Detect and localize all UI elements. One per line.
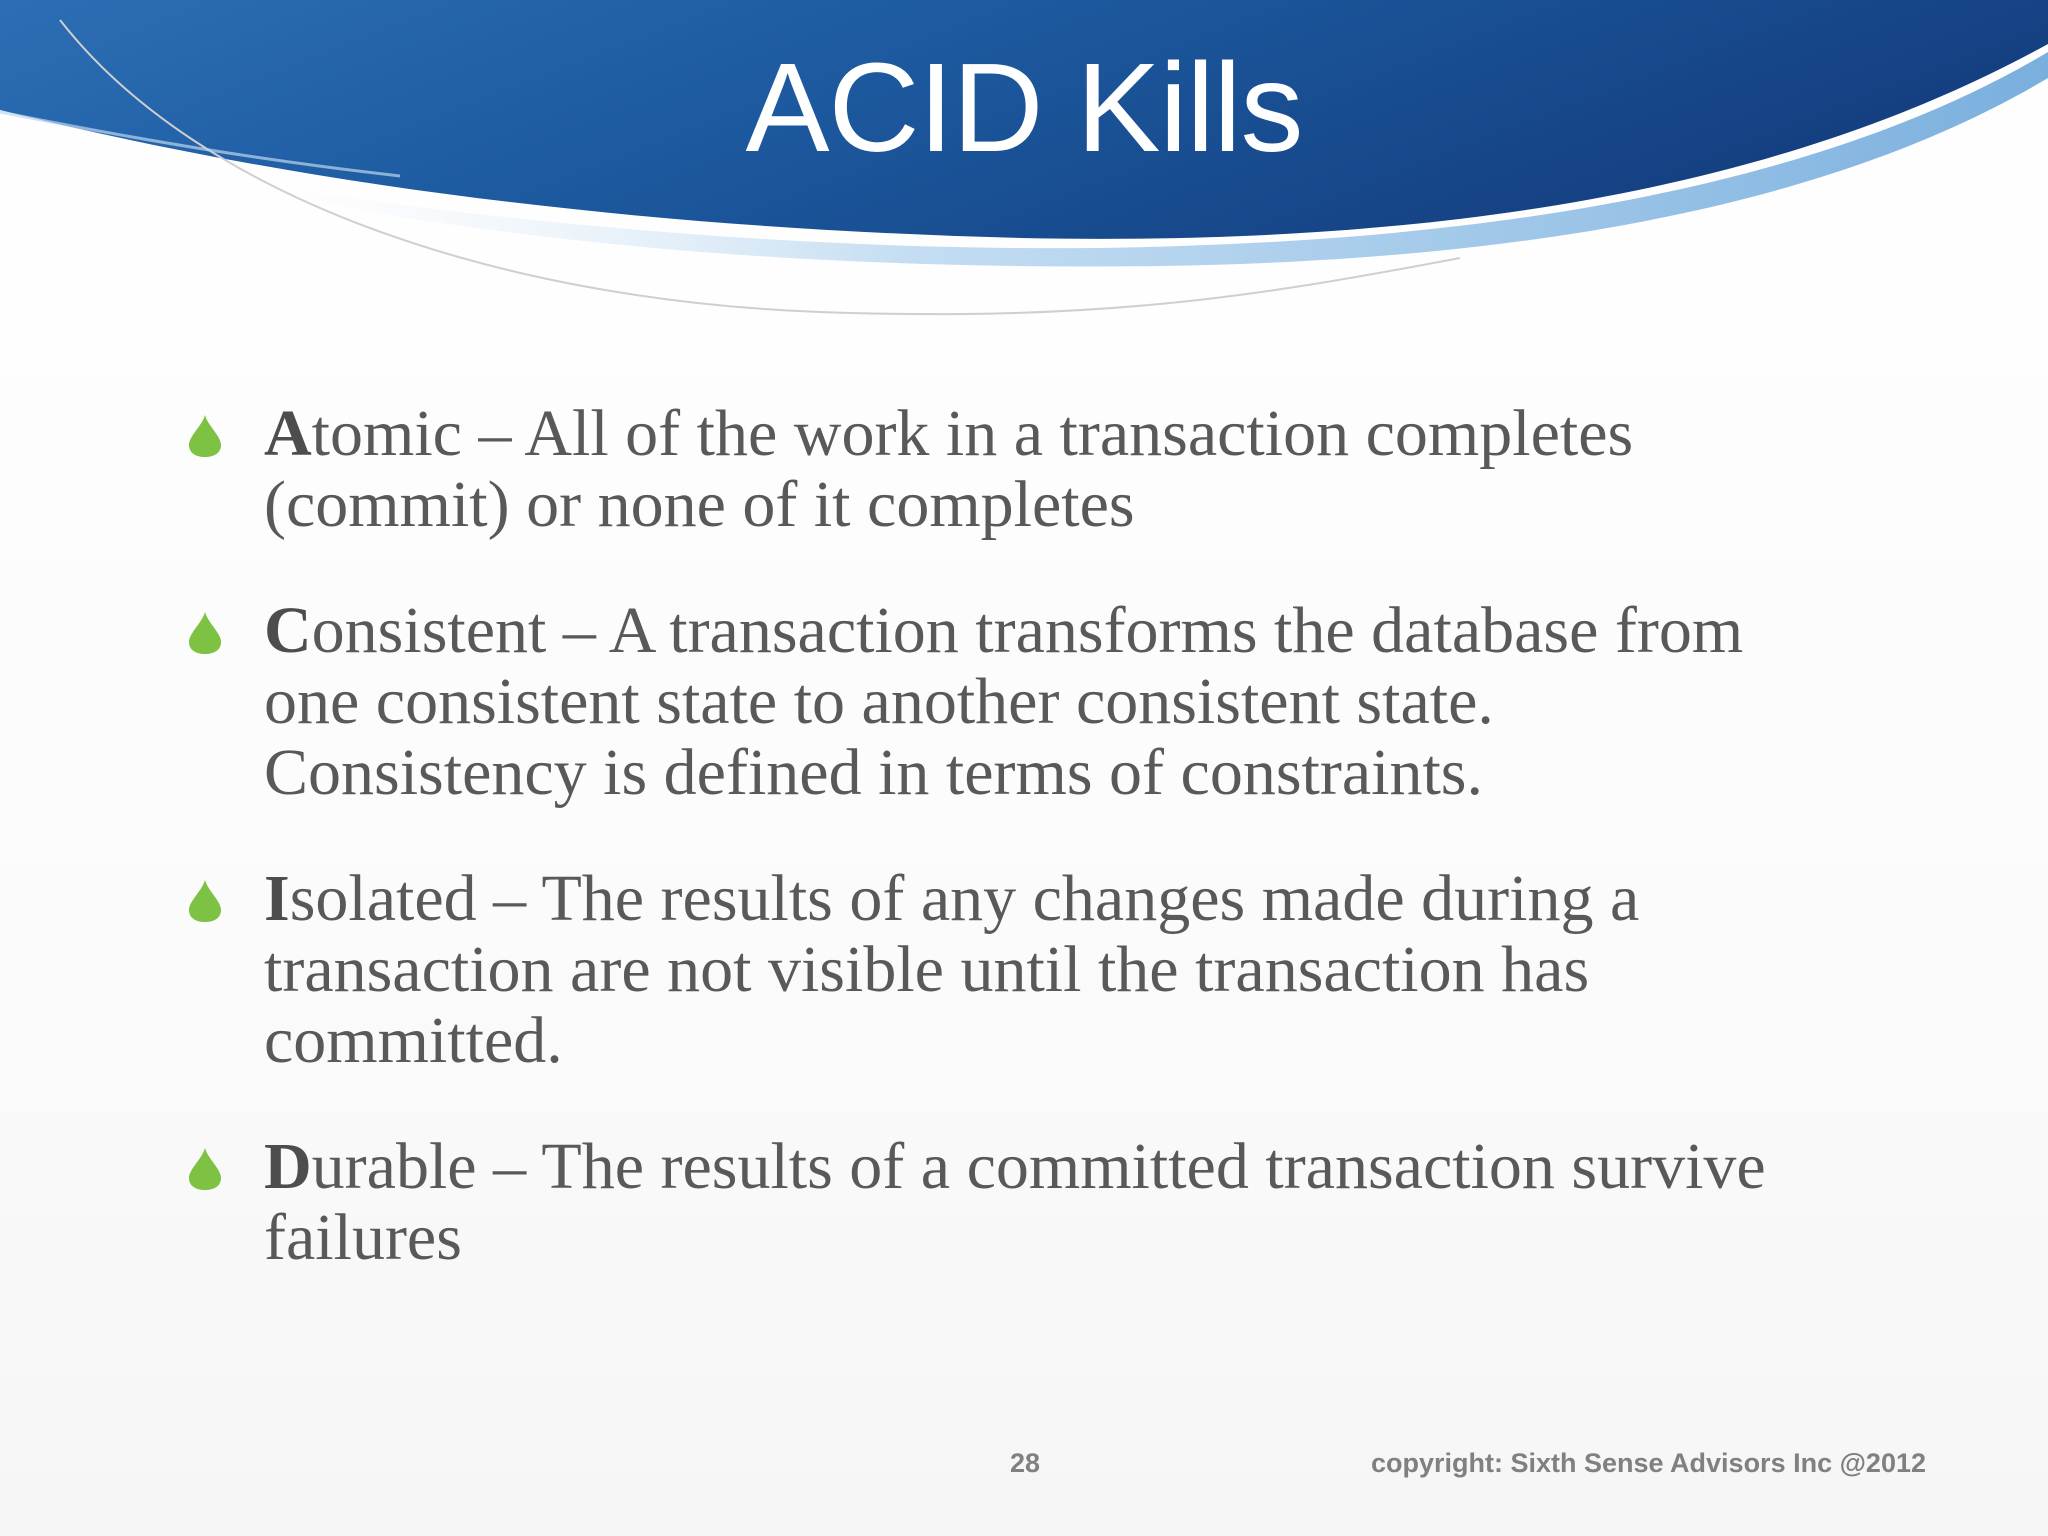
- bullet-list: [180, 398, 1820, 1328]
- green-droplet-icon: [188, 611, 222, 655]
- green-droplet-icon: [188, 879, 222, 923]
- bullet-text: tomic – All of the work in a transaction completes (commit) or none of it completes: [264, 397, 1634, 541]
- bullet-initial: I: [264, 862, 290, 935]
- green-droplet-icon: [188, 1147, 222, 1191]
- bullet-atomic: [180, 398, 1820, 540]
- bullet-initial: C: [264, 594, 312, 667]
- bullet-durable: [180, 1131, 1820, 1273]
- green-droplet-icon: [188, 414, 222, 458]
- bullet-initial: D: [264, 1130, 312, 1203]
- copyright-notice: copyright: Sixth Sense Advisors Inc @2012: [1370, 1448, 1926, 1478]
- bullet-isolated: [180, 863, 1820, 1076]
- bullet-initial: A: [264, 397, 312, 470]
- bullet-text: onsistent – A transaction transforms the database from one consistent state to another consistent state. Consistency is defined in terms of constraints.: [264, 594, 1744, 809]
- bullet-consistent: [180, 595, 1820, 808]
- bullet-text: solated – The results of any changes made during a transaction are not visible until the transaction has committed.: [264, 862, 1640, 1077]
- page-number: 28: [1009, 1448, 1041, 1478]
- slide-title: ACID Kills: [745, 37, 1303, 178]
- bullet-text: urable – The results of a committed transaction survive failures: [264, 1130, 1766, 1274]
